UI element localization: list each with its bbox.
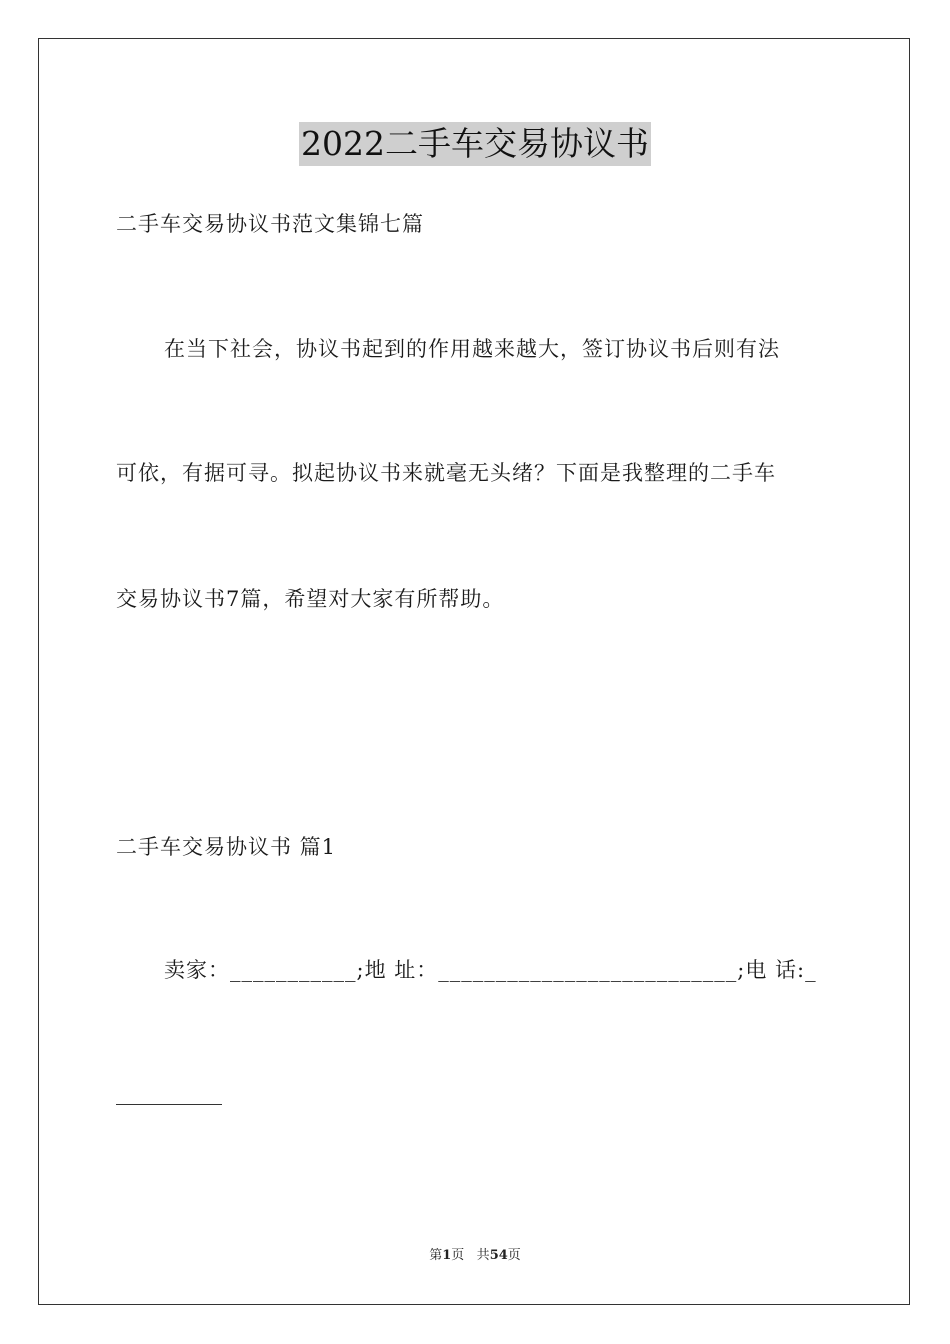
seller-info-line: 卖家：___________;地 址：__________________________;电 话:_ xyxy=(164,958,817,982)
footer-page-prefix: 第 xyxy=(429,1248,443,1263)
footer-page-suffix: 页 xyxy=(451,1248,465,1263)
document-title: 2022二手车交易协议书 xyxy=(299,122,651,166)
paragraph-line-1: 在当下社会，协议书起到的作用越来越大，签订协议书后则有法 xyxy=(164,337,780,361)
title-container xyxy=(0,122,950,166)
paragraph-line-3: 交易协议书7篇，希望对大家有所帮助。 xyxy=(116,587,505,611)
footer-page-number: 1 xyxy=(442,1248,452,1263)
paragraph-line-2: 可依，有据可寻。拟起协议书来就毫无头绪？下面是我整理的二手车 xyxy=(116,461,776,485)
footer-total-suffix: 页 xyxy=(507,1248,521,1263)
footer-total-prefix: 共 xyxy=(476,1248,490,1263)
page-footer xyxy=(0,1247,950,1265)
footer-total-pages: 54 xyxy=(489,1248,508,1263)
phone-blank-continuation xyxy=(116,1104,222,1105)
document-subtitle: 二手车交易协议书范文集锦七篇 xyxy=(116,212,424,236)
section-heading: 二手车交易协议书 篇1 xyxy=(116,835,337,859)
